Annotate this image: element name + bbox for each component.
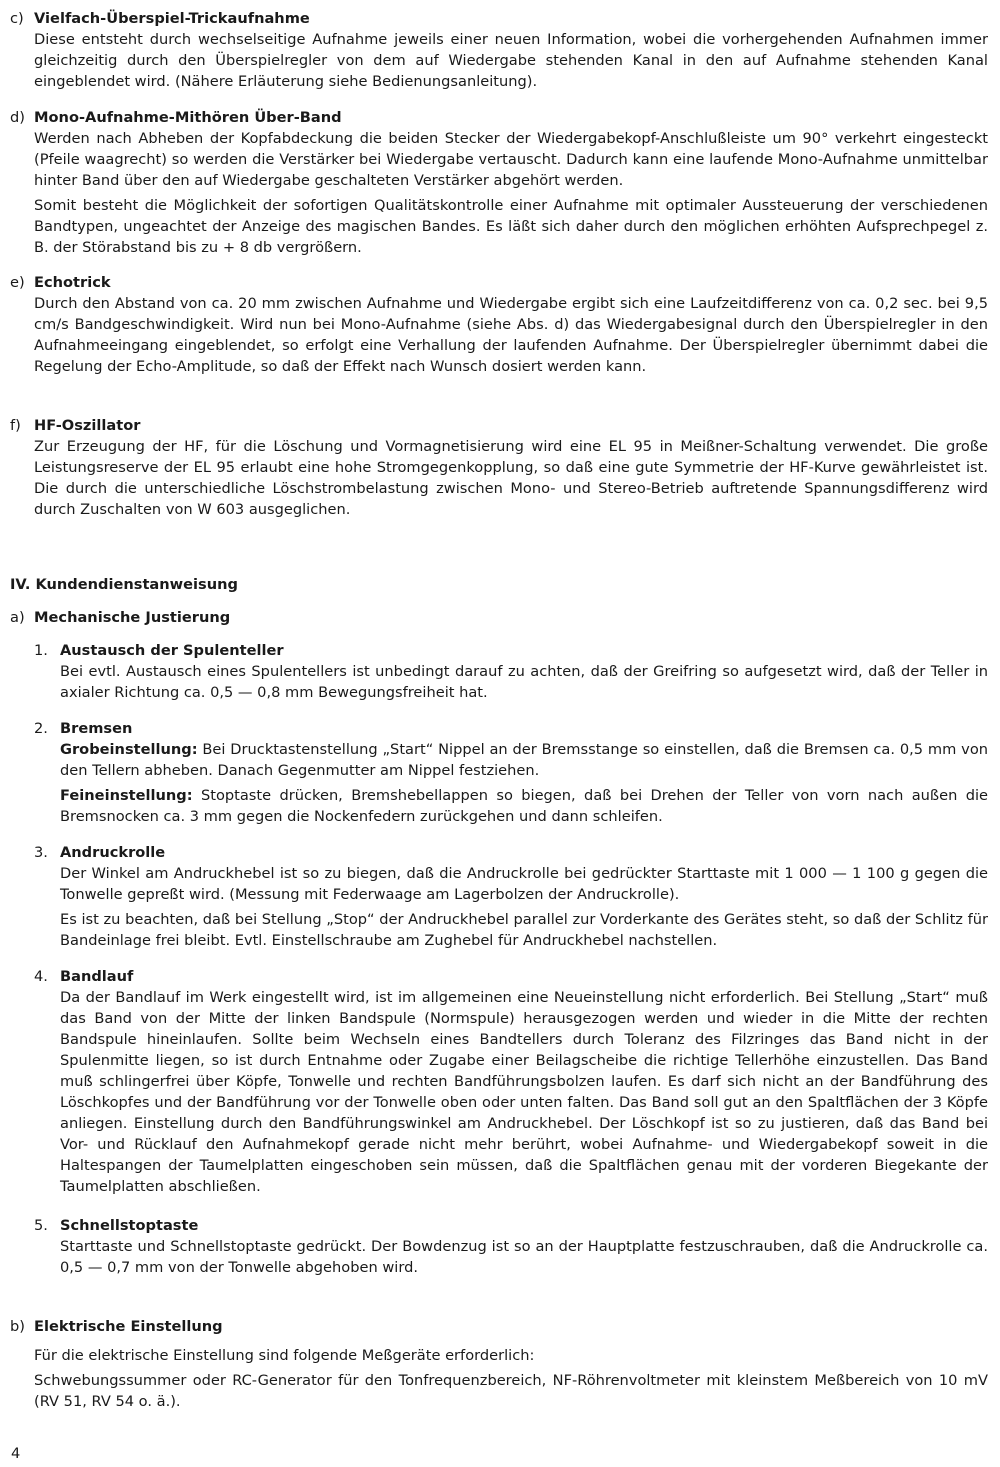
section-letter: f)	[10, 417, 21, 434]
item-title: Austausch der Spulenteller	[60, 642, 284, 659]
item-title: Schnellstoptaste	[60, 1217, 199, 1234]
item-4	[34, 966, 988, 1201]
paragraph	[60, 739, 988, 781]
paragraph-label: Feineinstellung:	[60, 787, 193, 804]
item-title: Bremsen	[60, 720, 133, 737]
item-number: 1.	[34, 642, 48, 659]
section-title: HF-Oszillator	[34, 417, 141, 434]
section-title: Elektrische Einstellung	[34, 1318, 223, 1335]
paragraph: Da der Bandlauf im Werk eingestellt wird, ist im allgemeinen eine Neueinstellung nicht erforderlich. Bei Stellung „Start“ muß das Band von der Mitte der linken Bandspule (Normspule) herausgezogen werden und wieder in die Mitte der rechten Bandspule hineinlaufen. Sollte beim Wechseln eines Bandtellers durch Toleranz des Filzringes das Band nicht in der Spulenmitte liegen, so ist durch Entnahme oder Zugabe einer Beilagscheibe die richtige Tellerhöhe einzustellen. Das Band muß schlingerfrei über Köpfe, Tonwelle und rechten Bandführungsbolzen laufen. Es darf sich nicht an der Bandführung des Löschkopfes und der Bandführung vor der Tonwelle oben oder unten falten. Das Band soll gut an den Spaltflächen der 3 Köpfe anliegen. Einstellung durch den Bandführungswinkel am Andruckhebel. Der Löschkopf ist so zu justieren, daß das Band bei Vor- und Rücklauf den Aufnahmekopf gerade nicht mehr berührt, wobei Aufnahme- und Wiedergabekopf soweit in die Haltespangen der Taumelplatten eingeschoben sein müssen, daß die Spaltflächen genau mit der vorderen Biegekante der Taumelplatten abschließen.	[60, 989, 988, 1195]
section-a	[10, 607, 988, 628]
paragraph: Somit besteht die Möglichkeit der sofortigen Qualitätskontrolle einer Aufnahme mit optimaler Aussteuerung der verschiedenen Bandtypen, ungeachtet der Anzeige des magischen Bandes. Es läßt sich daher durch den möglichen erhöhten Aufsprechpegel z. B. der Störabstand bis zu + 8 db vergrößern.	[34, 197, 988, 256]
page-number: 4	[11, 1445, 21, 1462]
section-title: Echotrick	[34, 274, 111, 291]
item-title: Andruckrolle	[60, 844, 166, 861]
item-title: Bandlauf	[60, 968, 134, 985]
paragraph: Schwebungssummer oder RC-Generator für den Tonfrequenzbereich, NF-Röhrenvoltmeter mit kleinstem Meßbereich von 10 mV (RV 51, RV 54 o. ä.).	[34, 1372, 988, 1410]
section-title: Mechanische Justierung	[34, 609, 231, 626]
paragraph: Es ist zu beachten, daß bei Stellung „Stop“ der Andruckhebel parallel zur Vorderkante des Gerätes steht, so daß der Schlitz für Bandeinlage frei bleibt. Evtl. Einstellschraube am Zughebel für Andruckhebel nachstellen.	[60, 911, 988, 949]
item-1	[34, 640, 988, 707]
paragraph: Starttaste und Schnellstoptaste gedrückt. Der Bowdenzug ist so an der Hauptplatte festzuschrauben, daß die Andruckrolle ca. 0,5 — 0,7 mm von der Tonwelle abgehoben wird.	[60, 1238, 988, 1276]
paragraph: Der Winkel am Andruckhebel ist so zu biegen, daß die Andruckrolle bei gedrückter Starttaste mit 1 000 — 1 100 g gegen die Tonwelle gepreßt wird. (Messung mit Federwaage am Lagerbolzen der Andruckrolle).	[60, 865, 988, 903]
section-letter: c)	[10, 10, 24, 27]
section-letter: e)	[10, 274, 25, 291]
paragraph	[60, 785, 988, 827]
item-2	[34, 718, 988, 831]
section-d	[10, 107, 988, 262]
paragraph: Zur Erzeugung der HF, für die Löschung und Vormagnetisierung wird eine EL 95 in Meißner-Schaltung verwendet. Die große Leistungsreserve der EL 95 erlaubt eine hohe Stromgegenkopplung, so daß eine gute Symmetrie der HF-Kurve gewährleistet ist. Die durch die unterschiedliche Löschstrombelastung zwischen Mono- und Stereo-Betrieb auftretende Spannungsdifferenz wird durch Zuschalten von W 603 ausgeglichen.	[34, 438, 988, 518]
section-letter: b)	[10, 1318, 25, 1335]
chapter-title: IV. Kundendienstanweisung	[10, 576, 238, 593]
paragraph: Für die elektrische Einstellung sind folgende Meßgeräte erforderlich:	[34, 1347, 535, 1364]
paragraph: Diese entsteht durch wechselseitige Aufnahme jeweils einer neuen Information, wobei die vorhergehenden Aufnahmen immer gleichzeitig durch den Überspielregler von dem auf Wiedergabe stehenden Kanal in den auf Aufnahme stehenden Kanal eingeblendet wird. (Nähere Erläuterung siehe Bedienungsanleitung).	[34, 31, 988, 90]
section-title: Vielfach-Überspiel-Trickaufnahme	[34, 10, 310, 27]
section-c	[10, 8, 988, 96]
paragraph-label: Grobeinstellung:	[60, 741, 198, 758]
section-b	[10, 1316, 988, 1416]
item-number: 2.	[34, 720, 48, 737]
section-e	[10, 272, 988, 381]
section-f	[10, 415, 988, 524]
item-5	[34, 1215, 988, 1282]
paragraph-text: Stoptaste drücken, Bremshebellappen so biegen, daß bei Drehen der Teller von vorn nach außen die Bremsnocken ca. 3 mm gegen die Nockenfedern zurückgehen und dann schleifen.	[60, 787, 988, 825]
paragraph-text: Bei Drucktastenstellung „Start“ Nippel an der Bremsstange so einstellen, daß die Bremsen ca. 0,5 mm von den Tellern abheben. Danach Gegenmutter am Nippel festziehen.	[60, 741, 988, 779]
item-number: 3.	[34, 844, 48, 861]
chapter-heading	[10, 574, 988, 595]
item-number: 5.	[34, 1217, 48, 1234]
section-letter: a)	[10, 609, 25, 626]
section-letter: d)	[10, 109, 25, 126]
item-3	[34, 842, 988, 955]
section-title: Mono-Aufnahme-Mithören Über-Band	[34, 109, 342, 126]
item-number: 4.	[34, 968, 48, 985]
paragraph: Bei evtl. Austausch eines Spulentellers ist unbedingt darauf zu achten, daß der Greifring so aufgesetzt wird, daß der Teller in axialer Richtung ca. 0,5 — 0,8 mm Bewegungsfreiheit hat.	[60, 663, 988, 701]
paragraph: Durch den Abstand von ca. 20 mm zwischen Aufnahme und Wiedergabe ergibt sich eine Laufzeitdifferenz von ca. 0,2 sec. bei 9,5 cm/s Bandgeschwindigkeit. Wird nun bei Mono-Aufnahme (siehe Abs. d) das Wiedergabesignal durch den Überspielregler in den Aufnahmeeingang eingeblendet, so erfolgt eine Verhallung der laufenden Aufnahme. Der Überspielregler übernimmt dabei die Regelung der Echo-Amplitude, so daß der Effekt nach Wunsch dosiert werden kann.	[34, 295, 988, 375]
paragraph: Werden nach Abheben der Kopfabdeckung die beiden Stecker der Wiedergabekopf-Anschlußleiste um 90° verkehrt eingesteckt (Pfeile waagrecht) so werden die Verstärker bei Wiedergabe vertauscht. Dadurch kann eine laufende Mono-Aufnahme unmittelbar hinter Band über den auf Wiedergabe geschalteten Verstärker abgehört werden.	[34, 130, 988, 189]
